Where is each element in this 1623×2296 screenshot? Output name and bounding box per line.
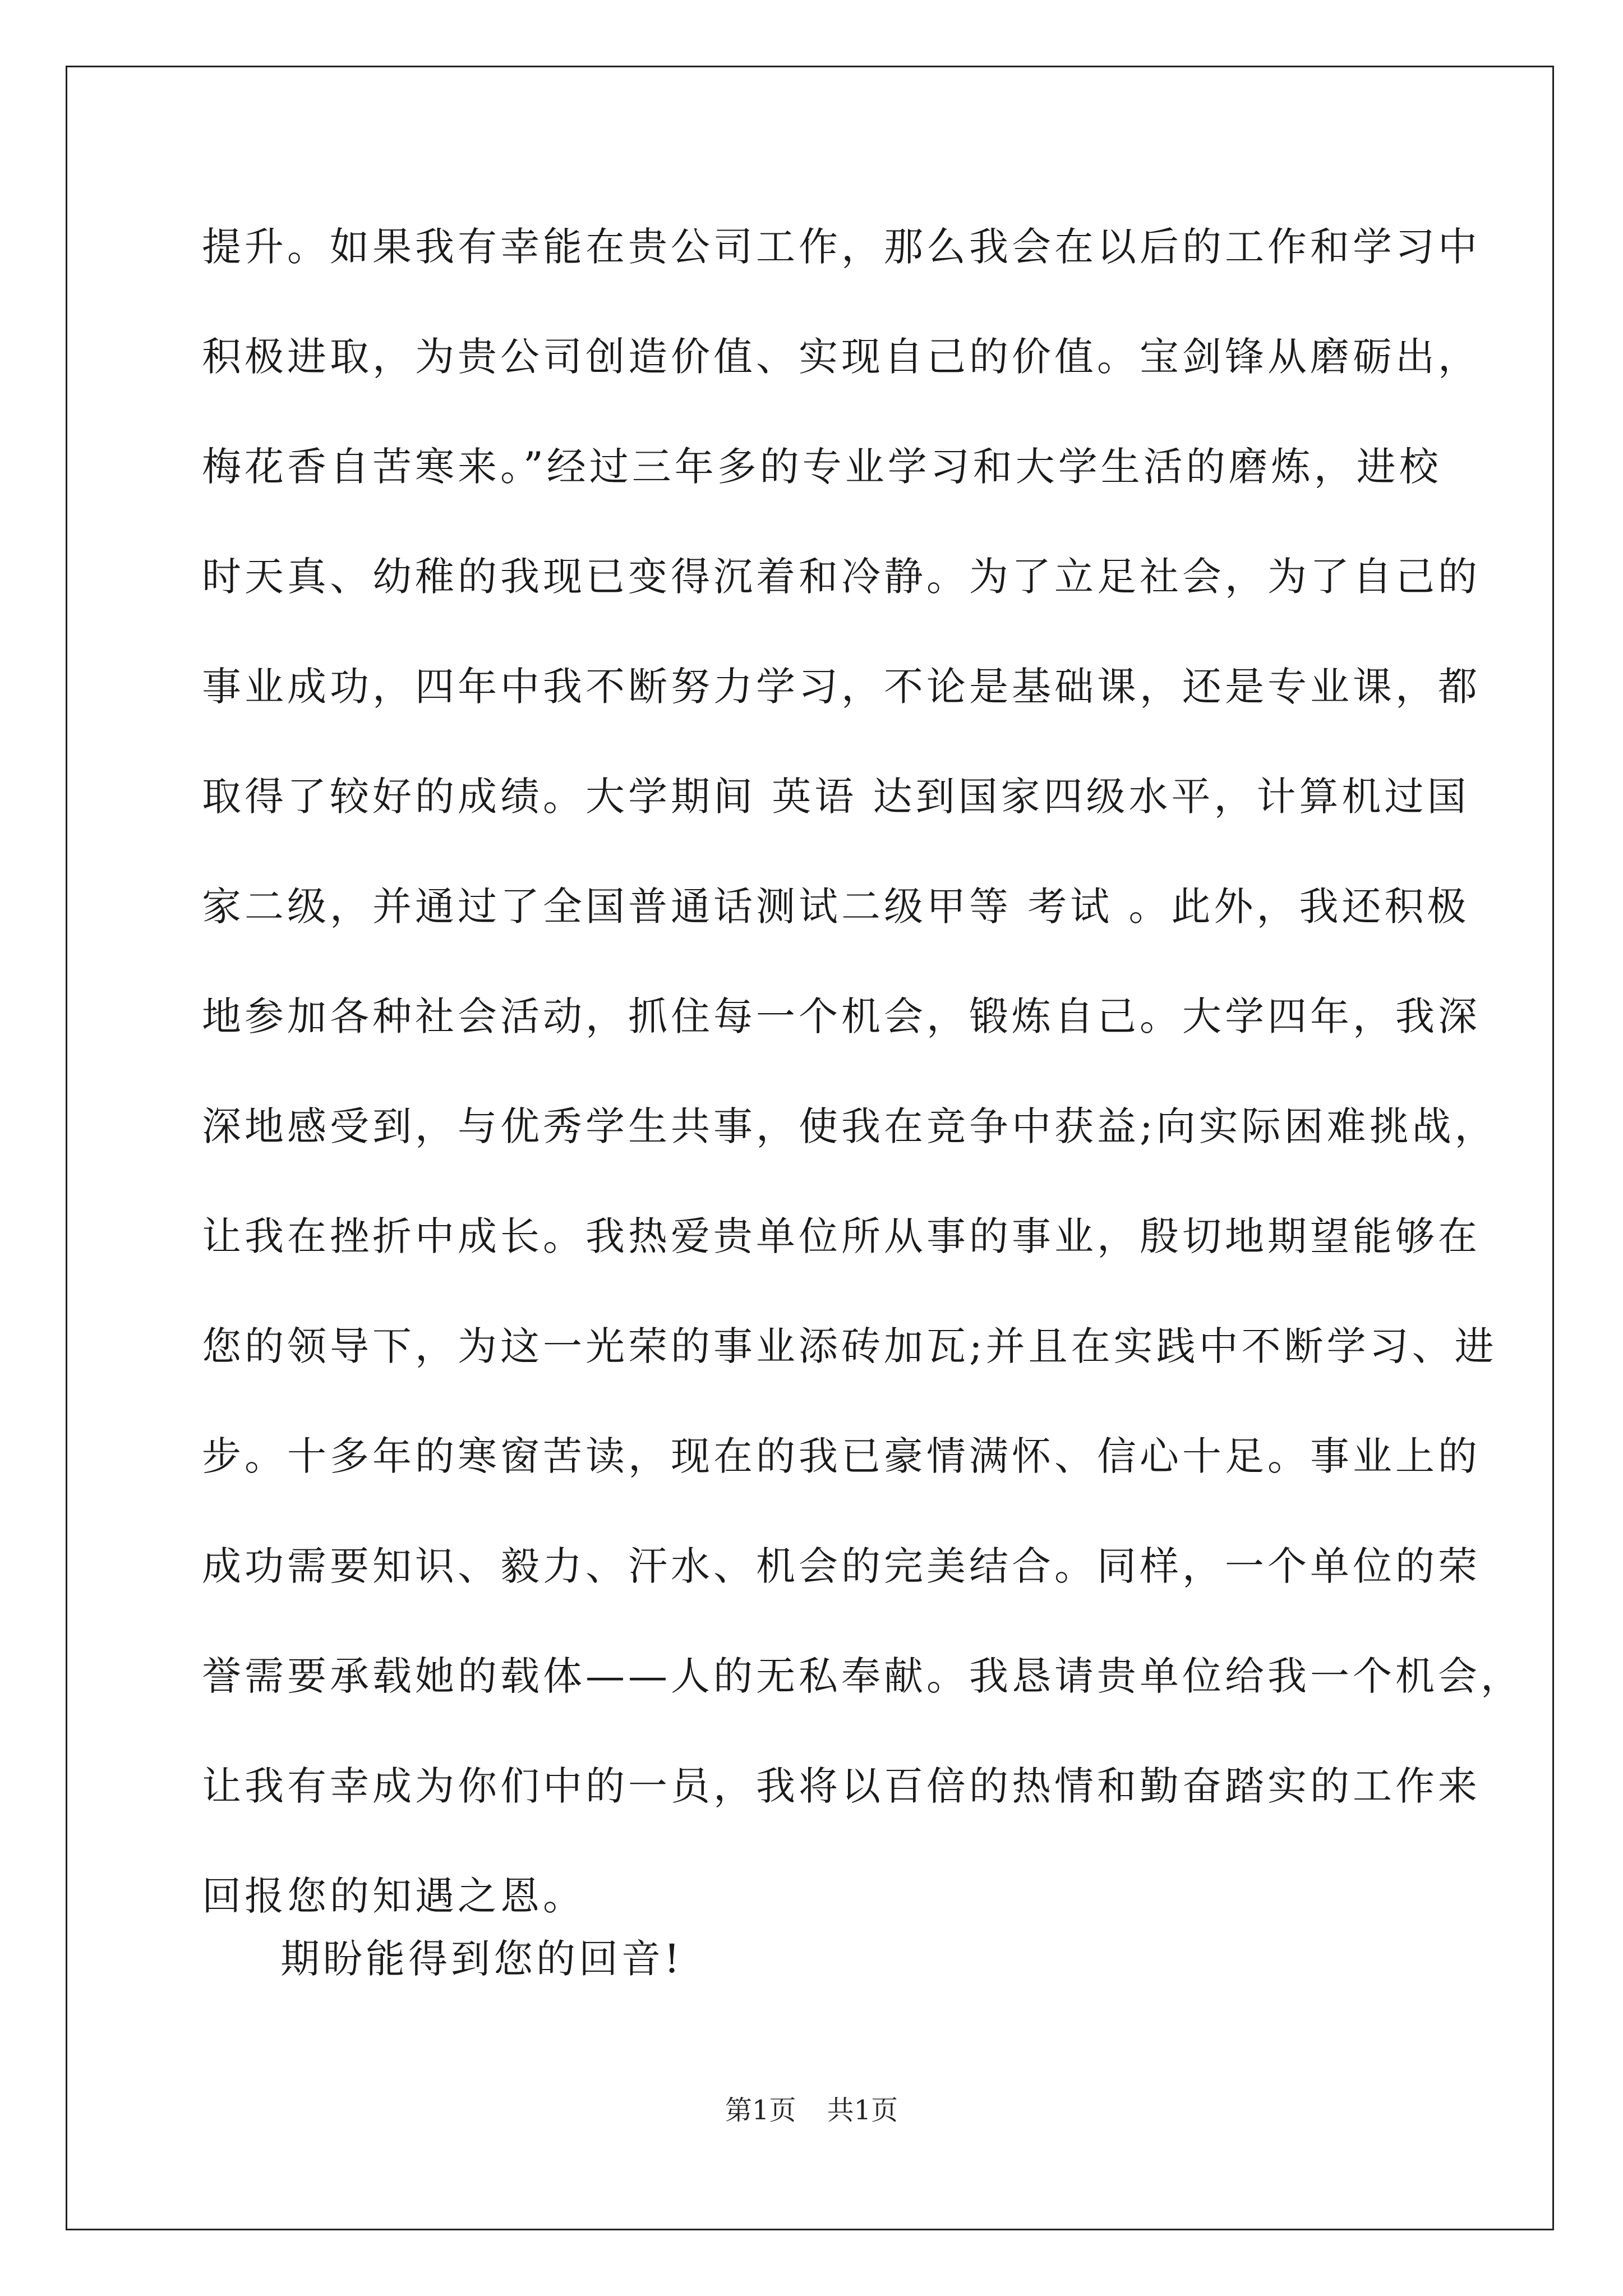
closing-line: 期盼能得到您的回音! [280, 1936, 684, 1982]
body-line: 事业成功，四年中我不断努力学习，不论是基础课，还是专业课，都 [202, 664, 1481, 710]
body-line: 家二级，并通过了全国普通话测试二级甲等 考试 。此外，我还积极 [202, 884, 1470, 930]
body-line: 让我有幸成为你们中的一员，我将以百倍的热情和勤奋踏实的工作来 [202, 1763, 1481, 1809]
body-line: 让我在挫折中成长。我热爱贵单位所从事的事业，殷切地期望能够在 [202, 1213, 1481, 1259]
body-line: 时天真、幼稚的我现已变得沉着和冷静。为了立足社会，为了自己的 [202, 554, 1481, 600]
page-total: 共1页 [827, 2095, 898, 2126]
letter-body [202, 213, 1523, 1972]
body-line: 积极进取，为贵公司创造价值、实现自己的价值。宝剑锋从磨砺出， [202, 334, 1481, 380]
body-line: 提升。如果我有幸能在贵公司工作，那么我会在以后的工作和学习中 [202, 224, 1481, 270]
page-number: 第1页 [725, 2095, 796, 2126]
body-line: 地参加各种社会活动，抓住每一个机会，锻炼自己。大学四年，我深 [202, 993, 1481, 1039]
body-line: 您的领导下，为这一光荣的事业添砖加瓦;并且在实践中不断学习、进 [202, 1323, 1497, 1369]
body-line: 步。十多年的寒窗苦读，现在的我已豪情满怀、信心十足。事业上的 [202, 1433, 1481, 1479]
body-line: 成功需要知识、毅力、汗水、机会的完美结合。同样，一个单位的荣 [202, 1543, 1481, 1589]
body-line: 梅花香自苦寒来。”经过三年多的专业学习和大学生活的磨炼，进校 [202, 444, 1442, 490]
body-line: 誉需要承载她的载体——人的无私奉献。我恳请贵单位给我一个机会， [202, 1653, 1523, 1699]
body-line: 取得了较好的成绩。大学期间 英语 达到国家四级水平，计算机过国 [202, 774, 1470, 820]
body-line: 深地感受到，与优秀学生共事，使我在竞争中获益;向实际困难挑战， [202, 1103, 1497, 1149]
page-footer [0, 2093, 1623, 2127]
body-line: 回报您的知遇之恩。 [202, 1873, 585, 1919]
